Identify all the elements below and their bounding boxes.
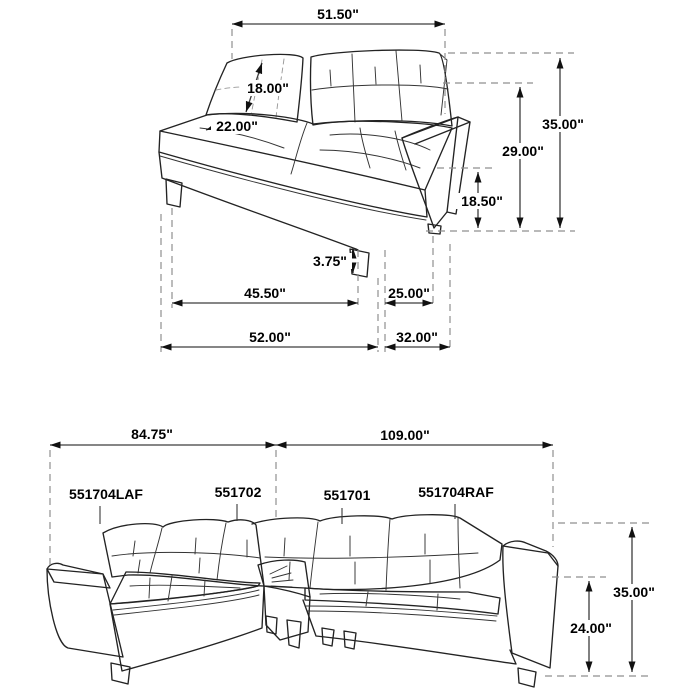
dim-label-back-cushion-height: 18.00" <box>247 80 289 96</box>
dim-label-back-height: 29.00" <box>502 143 544 159</box>
dim-label-overall-width: 52.00" <box>249 329 291 345</box>
part-label-551702: 551702 <box>214 484 262 500</box>
dim-label-sectional-arm-height: 24.00" <box>570 620 612 636</box>
sectional-leader-lines <box>100 504 455 524</box>
dim-label-overall-depth: 32.00" <box>396 329 438 345</box>
part-label-551704laf: 551704LAF <box>69 486 143 502</box>
part-label-551701: 551701 <box>323 487 371 503</box>
sectional-diagram <box>47 426 660 687</box>
part-label-551704raf: 551704RAF <box>418 484 494 500</box>
dim-label-seat-depth: 22.00" <box>216 118 258 134</box>
dim-label-seat-width: 45.50" <box>244 285 286 301</box>
dim-label-left-side-width: 84.75" <box>131 426 173 442</box>
dim-label-arm-depth: 25.00" <box>388 285 430 301</box>
loveseat-dimension-labels <box>211 6 589 345</box>
dim-label-leg-height: 3.75" <box>313 253 347 269</box>
sectional-drawing <box>47 515 558 687</box>
loveseat-dimension-lines <box>161 24 560 347</box>
sectional-labels <box>69 426 660 636</box>
loveseat-diagram <box>159 6 589 352</box>
dim-label-back-width: 51.50" <box>317 6 359 22</box>
dim-label-overall-height: 35.00" <box>542 116 584 132</box>
dim-label-seat-height: 18.50" <box>461 193 503 209</box>
dim-label-sectional-overall-height: 35.00" <box>613 584 655 600</box>
dim-label-right-side-width: 109.00" <box>380 427 430 443</box>
loveseat-drawing <box>159 50 470 277</box>
